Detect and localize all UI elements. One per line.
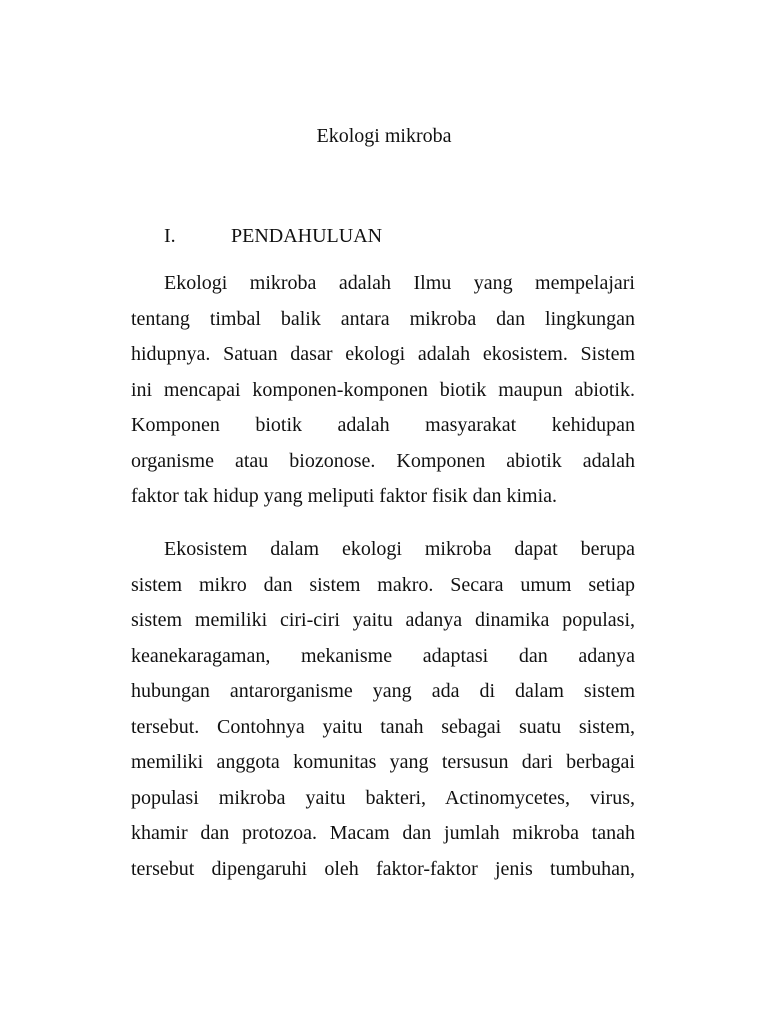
section-number: I. bbox=[164, 225, 176, 247]
paragraph-line: keanekaragaman, mekanisme adaptasi dan adanya bbox=[131, 644, 635, 667]
paragraph-line: Ekosistem dalam ekologi mikroba dapat berupa bbox=[164, 538, 635, 560]
paragraph-line: sistem mikro dan sistem makro. Secara umum setiap bbox=[131, 573, 635, 596]
section-title: PENDAHULUAN bbox=[231, 225, 383, 247]
paragraph-line: memiliki anggota komunitas yang tersusun dari berbagai bbox=[131, 751, 635, 773]
paragraph-line: Komponen biotik adalah masyarakat kehidupan bbox=[131, 414, 635, 436]
paragraph-line: faktor tak hidup yang meliputi faktor fisik dan kimia. bbox=[131, 485, 558, 507]
paragraph-line: ini mencapai komponen-komponen biotik maupun abiotik. bbox=[131, 378, 635, 401]
paragraph-line: tersebut. Contohnya yaitu tanah sebagai suatu sistem, bbox=[131, 715, 635, 738]
paragraph-line: Ekologi mikroba adalah Ilmu yang mempelajari bbox=[164, 272, 635, 294]
paragraph-line: populasi mikroba yaitu bakteri, Actinomycetes, virus, bbox=[131, 786, 635, 809]
paragraph-line: hidupnya. Satuan dasar ekologi adalah ekosistem. Sistem bbox=[131, 343, 635, 365]
document-title: Ekologi mikroba bbox=[316, 125, 452, 147]
paragraph-line: tersebut dipengaruhi oleh faktor-faktor jenis tumbuhan, bbox=[131, 857, 635, 880]
paragraph-line: organisme atau biozonose. Komponen abiotik adalah bbox=[131, 449, 635, 472]
paragraph-line: sistem memiliki ciri-ciri yaitu adanya dinamika populasi, bbox=[131, 609, 635, 631]
paragraph-line: hubungan antarorganisme yang ada di dalam sistem bbox=[131, 680, 635, 702]
section-heading bbox=[164, 224, 382, 248]
paragraph-1 bbox=[131, 266, 635, 515]
paragraph-line: tentang timbal balik antara mikroba dan lingkungan bbox=[131, 307, 635, 330]
paragraph-line: khamir dan protozoa. Macam dan jumlah mikroba tanah bbox=[131, 822, 635, 844]
paragraph-2 bbox=[131, 532, 635, 887]
